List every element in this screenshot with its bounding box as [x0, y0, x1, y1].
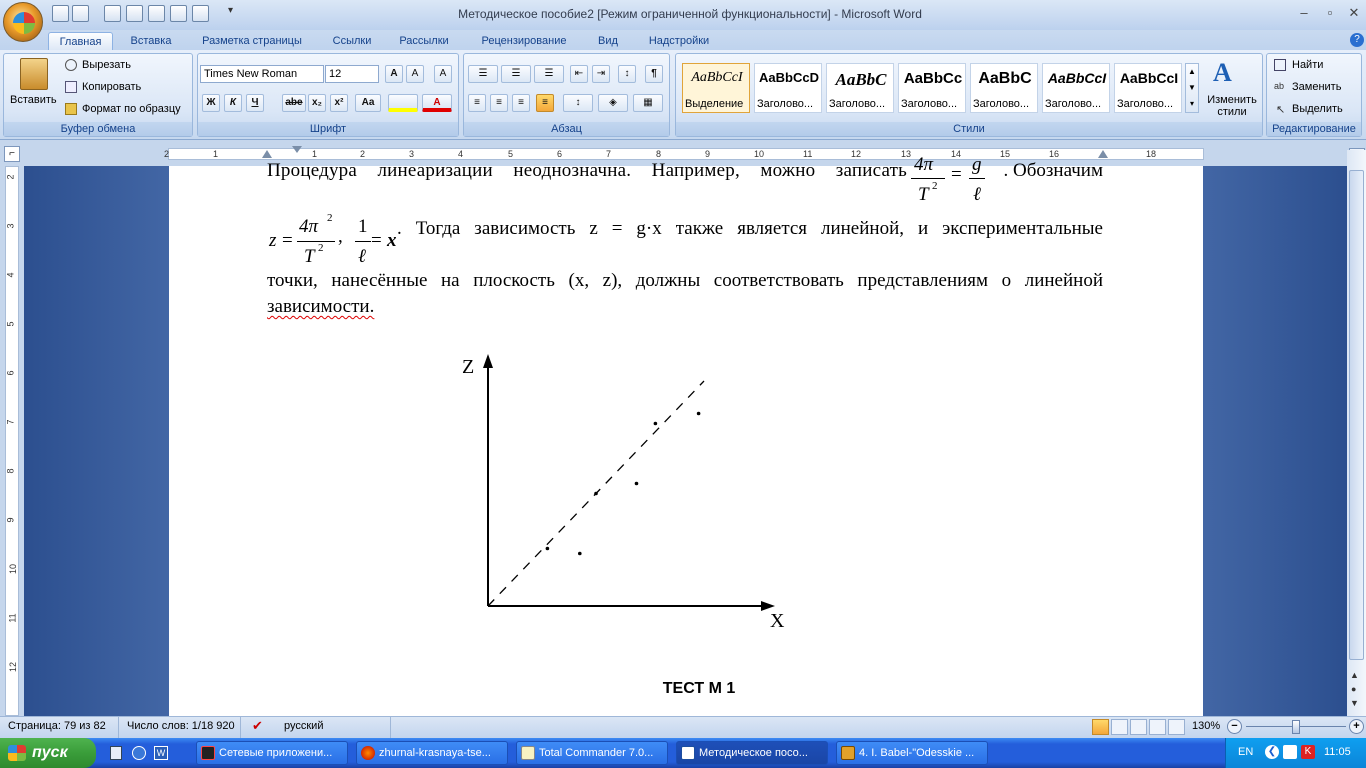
cut-button[interactable]: Вырезать — [82, 59, 131, 71]
tab-mailings[interactable]: Рассылки — [399, 35, 449, 47]
style-sample: AaBbC — [978, 70, 1032, 87]
shrink-font-button[interactable]: A — [406, 65, 424, 83]
zoom-level[interactable]: 130% — [1192, 720, 1221, 732]
change-case-button[interactable]: Aa — [355, 94, 381, 112]
eq-4pi: 4π — [299, 216, 319, 237]
font-color-icon[interactable]: A — [422, 94, 452, 112]
ruler-number: 10 — [754, 149, 765, 159]
borders-icon[interactable]: ▦ — [633, 94, 663, 112]
tab-home[interactable]: Главная — [48, 32, 113, 50]
office-logo-icon — [13, 12, 35, 34]
font-size-select[interactable]: 12 — [325, 65, 379, 83]
scroll-prev-page-icon[interactable]: ▲ — [1350, 670, 1359, 680]
status-words[interactable]: Число слов: 1/18 920 — [127, 720, 235, 732]
style-name: Заголово... — [973, 98, 1030, 110]
data-point — [654, 422, 658, 426]
show-marks-icon[interactable]: ¶ — [645, 65, 663, 83]
zoom-slider-thumb[interactable] — [1292, 720, 1300, 734]
windows-logo-icon — [8, 745, 26, 761]
eq-comma: , — [338, 226, 343, 247]
ruler-number: 2 — [360, 149, 366, 159]
vertical-ruler — [0, 166, 24, 716]
right-indent-marker-icon[interactable] — [1098, 150, 1108, 158]
x-axis-label: X — [770, 610, 785, 632]
task-label: 4. I. Babel-"Odesskie ... — [859, 747, 975, 759]
left-indent-marker-icon[interactable] — [262, 150, 272, 158]
ruler-number: 4 — [458, 149, 464, 159]
task-network-apps[interactable] — [196, 741, 348, 765]
eq-z: z — [269, 230, 277, 251]
tray-arrow-icon[interactable]: ❮ — [1265, 745, 1279, 759]
grow-font-button[interactable]: A — [385, 65, 403, 83]
replace-icon: ab — [1274, 81, 1285, 91]
select-button[interactable]: Выделить — [1292, 103, 1343, 115]
task-babel[interactable] — [836, 741, 988, 765]
close-button[interactable]: ✕ — [1348, 5, 1360, 20]
clock: 11:05 — [1324, 746, 1351, 758]
decrease-indent-icon[interactable]: ⇤ — [570, 65, 588, 83]
zoom-out-icon[interactable]: − — [1227, 719, 1242, 734]
find-button[interactable]: Найти — [1292, 59, 1324, 71]
multilevel-list-icon[interactable]: ☰ — [534, 65, 564, 83]
eq-exp: 2 — [932, 180, 938, 192]
ruler-number: 6 — [557, 149, 563, 159]
data-point — [697, 412, 701, 416]
eq-equals: = — [282, 230, 293, 251]
eq-exp: 2 — [327, 212, 333, 224]
style-sample: AaBbCcI — [1047, 70, 1107, 86]
vertical-ruler-number: 4 — [5, 272, 16, 278]
select-cursor-icon: ↖ — [1276, 104, 1286, 116]
help-icon[interactable]: ? — [1350, 33, 1364, 47]
eq-T: T — [304, 246, 315, 267]
undo-icon[interactable] — [72, 5, 89, 22]
draft-view-icon[interactable] — [1168, 719, 1185, 735]
z-axis-arrow-icon — [483, 354, 493, 368]
vertical-ruler-number: 11 — [7, 613, 18, 623]
new-doc-icon[interactable] — [170, 5, 187, 22]
eq-4pi: 4π — [914, 154, 934, 175]
fraction-bar — [297, 241, 335, 242]
data-point — [546, 547, 550, 551]
doc-line-3: точки, нанесённые на плоскость (x, z), должны соответствовать представлениям о линейной — [267, 270, 1103, 291]
task-total-commander[interactable] — [516, 741, 668, 765]
replace-button[interactable]: Заменить — [1292, 81, 1342, 93]
browse-object-icon[interactable]: ● — [1351, 684, 1357, 694]
task-browser[interactable] — [356, 741, 508, 765]
ruler-number: 12 — [851, 149, 862, 159]
print-preview-icon[interactable] — [126, 5, 143, 22]
spellcheck-icon[interactable] — [192, 5, 209, 22]
doc-line-2: . Тогда зависимость z = g·x также является линейной, и экспериментальные — [397, 218, 1103, 239]
style-tile[interactable] — [826, 63, 894, 113]
numbering-icon[interactable]: ☰ — [501, 65, 531, 83]
copy-button[interactable]: Копировать — [82, 81, 142, 93]
proofing-icon[interactable]: ✔ — [252, 718, 263, 733]
eq-exp: 2 — [318, 242, 324, 254]
web-layout-view-icon[interactable] — [1130, 719, 1147, 735]
format-painter-icon — [65, 103, 77, 115]
ruler-number: 15 — [1000, 149, 1011, 159]
ruler-number: 11 — [803, 149, 813, 159]
data-point — [594, 492, 598, 496]
quicklaunch-ie-icon[interactable] — [132, 746, 146, 760]
vertical-ruler-number: 12 — [8, 661, 19, 673]
change-styles-icon[interactable]: A — [1213, 58, 1232, 87]
ruler-number: 5 — [508, 149, 514, 159]
font-group-label: Шрифт — [198, 122, 458, 136]
vertical-ruler-number: 10 — [8, 563, 19, 575]
print-layout-view-icon[interactable] — [1092, 719, 1109, 735]
style-tile[interactable] — [898, 63, 966, 113]
scroll-next-page-icon[interactable]: ▼ — [1350, 698, 1359, 708]
underline-button[interactable]: Ч — [246, 94, 264, 112]
style-tile[interactable] — [754, 63, 822, 113]
styles-scroll-icon[interactable]: ▲ ▼ ▾ — [1185, 63, 1199, 113]
fraction-bar — [355, 241, 371, 242]
eq-equals: = — [951, 164, 962, 185]
style-sample: AaBbCcD — [759, 70, 819, 85]
shading-icon[interactable]: ◈ — [598, 94, 628, 112]
language-indicator[interactable]: EN — [1238, 746, 1254, 758]
doc-line-1-end: . Обозначим — [1003, 160, 1103, 181]
ruler-number: 16 — [1049, 149, 1060, 159]
winrar-icon — [841, 746, 855, 760]
eq-l: ℓ — [973, 184, 981, 205]
scissors-icon — [65, 59, 77, 71]
vertical-ruler-number: 5 — [5, 321, 16, 327]
align-center-icon[interactable]: ≡ — [490, 94, 508, 112]
style-tile[interactable] — [682, 63, 750, 113]
tray-antivirus-icon[interactable]: K — [1301, 745, 1315, 759]
ruler-number: 9 — [705, 149, 711, 159]
style-name: Заголово... — [1045, 98, 1102, 110]
style-name: Выделение — [685, 98, 744, 110]
word-doc-icon — [681, 746, 695, 760]
styles-group-label: Стили — [676, 122, 1262, 136]
ruler-number: 18 — [1146, 149, 1157, 159]
test-heading: ТЕСТ М 1 — [662, 680, 736, 697]
tray-network-icon[interactable] — [1283, 745, 1297, 759]
bold-button[interactable]: Ж — [202, 94, 220, 112]
zoom-in-icon[interactable]: + — [1349, 719, 1364, 734]
paste-button[interactable]: Вставить — [10, 94, 57, 106]
task-label: Total Commander 7.0... — [539, 747, 654, 759]
paste-icon[interactable] — [20, 58, 48, 90]
tab-view[interactable]: Вид — [598, 35, 618, 47]
window-title: Методическое пособие2 [Режим ограниченной функциональности] - Microsoft Word — [458, 7, 922, 21]
maximize-button[interactable]: ▫ — [1327, 5, 1333, 20]
style-tile[interactable] — [1042, 63, 1110, 113]
vertical-scrollbar[interactable] — [1347, 150, 1366, 716]
subscript-button[interactable]: x₂ — [308, 94, 326, 112]
eq-equals: = — [371, 230, 382, 251]
tab-insert[interactable]: Вставка — [130, 35, 172, 47]
save-icon[interactable] — [52, 5, 69, 22]
zx-plot — [449, 346, 789, 646]
ruler-number: 14 — [951, 149, 962, 159]
paragraph-group-label: Абзац — [464, 122, 669, 136]
vertical-ruler-number: 7 — [5, 419, 16, 425]
quicklaunch-word-icon[interactable]: W — [154, 746, 168, 760]
fraction-bar — [911, 178, 945, 179]
task-label: Методическое посо... — [699, 747, 808, 759]
style-sample: AaBbCc — [903, 70, 963, 87]
style-tile[interactable] — [970, 63, 1038, 113]
copy-icon — [65, 81, 77, 93]
task-label: Сетевые приложени... — [219, 747, 333, 759]
ruler-number: 2 — [164, 149, 170, 159]
z-axis-label: Z — [462, 356, 475, 378]
data-point — [635, 482, 639, 486]
bullets-icon[interactable]: ☰ — [468, 65, 498, 83]
quicklaunch-desktop-icon[interactable] — [110, 746, 122, 760]
ruler-number: 1 — [213, 149, 219, 159]
style-name: Заголово... — [1117, 98, 1174, 110]
ruler-number: 7 — [606, 149, 612, 159]
clear-format-button[interactable]: A — [434, 65, 452, 83]
tab-review[interactable]: Рецензирование — [481, 35, 567, 47]
total-commander-icon — [521, 746, 535, 760]
minimize-button[interactable]: – — [1300, 5, 1308, 20]
style-name: Заголово... — [901, 98, 958, 110]
task-label: zhurnal-krasnaya-tse... — [379, 747, 491, 759]
tab-selector-icon[interactable]: ⌐ — [4, 146, 20, 162]
style-sample: AaBbCcI — [691, 70, 743, 85]
task-word-doc[interactable] — [676, 741, 828, 765]
style-name: Заголово... — [757, 98, 814, 110]
line-spacing-icon[interactable]: ↕ — [563, 94, 593, 112]
ruler-number: 13 — [901, 149, 912, 159]
change-styles-button[interactable]: Изменить стили — [1207, 94, 1257, 118]
vertical-ruler-number: 3 — [5, 223, 16, 229]
doc-line-1: Процедура линеаризации неоднозначна. Например, можно записать — [267, 160, 907, 181]
tab-references[interactable]: Ссылки — [332, 35, 372, 47]
style-sample: AaBbC — [835, 70, 887, 89]
superscript-button[interactable]: x² — [330, 94, 348, 112]
format-painter-button[interactable]: Формат по образцу — [82, 103, 181, 115]
strikethrough-button[interactable]: abe — [282, 94, 306, 112]
opera-icon — [361, 746, 375, 760]
vertical-ruler-number: 2 — [5, 174, 16, 180]
align-left-icon[interactable]: ≡ — [468, 94, 486, 112]
justify-icon[interactable]: ≡ — [536, 94, 554, 112]
vertical-ruler-number: 8 — [5, 468, 16, 474]
style-name: Заголово... — [829, 98, 886, 110]
editing-group-label: Редактирование — [1267, 122, 1361, 136]
fraction-bar — [969, 178, 985, 179]
ruler-number: 8 — [656, 149, 662, 159]
start-label: пуск — [32, 744, 68, 761]
doc-line-4: зависимости. — [267, 296, 375, 317]
ruler-number: 1 — [312, 149, 318, 159]
sort-icon[interactable]: ↕ — [618, 65, 636, 83]
align-right-icon[interactable]: ≡ — [512, 94, 530, 112]
status-page[interactable]: Страница: 79 из 82 — [8, 720, 106, 732]
print-icon[interactable] — [148, 5, 165, 22]
office-button[interactable] — [3, 2, 43, 42]
style-sample: AaBbCcI — [1119, 70, 1179, 86]
highlight-icon[interactable] — [388, 94, 418, 112]
scrollbar-thumb[interactable] — [1349, 170, 1364, 660]
status-language[interactable]: русский — [284, 720, 324, 732]
outline-view-icon[interactable] — [1149, 719, 1166, 735]
redo-icon[interactable] — [104, 5, 121, 22]
eq-1: 1 — [358, 216, 368, 237]
vertical-ruler-number: 9 — [5, 517, 16, 523]
italic-button[interactable]: К — [224, 94, 242, 112]
increase-indent-icon[interactable]: ⇥ — [592, 65, 610, 83]
eq-T: T — [918, 184, 929, 205]
font-name-select[interactable]: Times New Roman — [200, 65, 324, 83]
tab-page-layout[interactable]: Разметка страницы — [202, 35, 302, 47]
vertical-ruler-number: 6 — [5, 370, 16, 376]
tab-addins[interactable]: Надстройки — [648, 35, 710, 47]
data-point — [578, 552, 582, 556]
full-screen-view-icon[interactable] — [1111, 719, 1128, 735]
console-icon — [201, 746, 215, 760]
binoculars-icon — [1274, 59, 1286, 71]
eq-g: g — [972, 154, 982, 175]
ruler-number: 3 — [409, 149, 415, 159]
clipboard-group-label: Буфер обмена — [4, 122, 192, 136]
first-line-indent-icon[interactable] — [292, 146, 302, 153]
eq-l: ℓ — [358, 246, 366, 267]
qa-customize-icon[interactable]: ▾ — [228, 5, 234, 16]
eq-x: x — [387, 230, 397, 251]
style-tile[interactable] — [1114, 63, 1182, 113]
